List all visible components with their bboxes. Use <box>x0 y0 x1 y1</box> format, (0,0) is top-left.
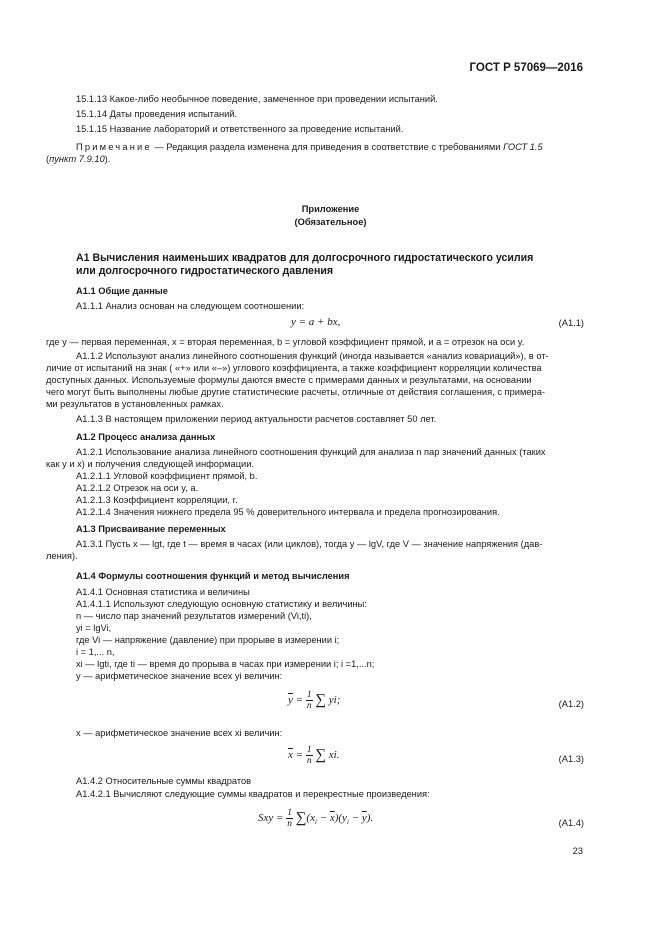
list-item: А1.2.1.3 Коэффициент корреляции, r. <box>76 495 238 505</box>
sum-symbol: ∑ <box>315 692 327 708</box>
sum-symbol: ∑ <box>295 810 307 826</box>
definition-line: yi = lgVi, <box>76 623 112 633</box>
definition-line: i = 1,... n, <box>76 647 115 657</box>
paragraph: А1.4.2.1 Вычисляют следующие суммы квадратов и перекрестные произведения: <box>76 789 430 799</box>
equation-number: (А1.3) <box>558 754 584 764</box>
paragraph: чего могут быть выполнены любые другие статистические расчеты, отличные от действия соглашения, с примера- <box>46 387 545 397</box>
equation-a1-4: Sxy = $\frac{1}{n}$ $\sum(x_i - \overline{x})(y_i - \overline{y})$. <box>258 808 374 829</box>
paragraph: где y — первая переменная, x = вторая переменная, b = угловой коэффициент прямой, и a = отрезок на оси y. <box>46 337 525 347</box>
fraction: $\frac{1}{n}$ <box>306 690 312 711</box>
section-a1-title-line2: или долгосрочного гидростатического давления <box>76 265 334 277</box>
paragraph: А1.4.1 Основная статистика и величины <box>76 587 250 597</box>
paragraph: А1.4.1.1 Используют следующую основную статистику и величины: <box>76 599 367 609</box>
equation-a1-3: $\overline{x}$ = $\frac{1}{n}$ ∑ xi. <box>288 745 340 766</box>
note-line1 <box>76 141 543 153</box>
note-label: Примечание <box>76 142 152 152</box>
paragraph: как y и x) и получения следующей информации. <box>46 459 254 469</box>
list-item: 15.1.13 Какое-либо необычное поведение, замеченное при проведении испытаний. <box>76 94 438 104</box>
list-item: А1.2.1.4 Значения нижнего предела 95 % доверительного интервала и предела прогнозирования. <box>76 507 500 517</box>
paragraph: А1.2.1 Использование анализа линейного соотношения функций для анализа n пар значений данных (таких <box>76 447 546 457</box>
list-item: А1.2.1.1 Угловой коэффициент прямой, b. <box>76 471 258 481</box>
paragraph: ления). <box>46 551 78 561</box>
paragraph: ми результатов в установленных рамках. <box>46 399 224 409</box>
section-a1-title-line1: А1 Вычисления наименьших квадратов для долгосрочного гидростатического усилия <box>76 252 534 264</box>
document-code: ГОСТ Р 57069—2016 <box>469 62 583 74</box>
note-text: Редакция раздела изменена для приведения в соответствие с требованиями <box>166 142 501 152</box>
paragraph: личие от испытаний на знак ( «+» или «–») углового коэффициента, а также коэффициент корреляции количества <box>46 363 542 373</box>
definition-line: где Vi — напряжение (давление) при прорыве в измерении i; <box>76 635 340 645</box>
note-line2: (пункт 7.9.10). <box>46 154 111 164</box>
page-number: 23 <box>572 846 583 856</box>
note-ref: ГОСТ 1.5 <box>503 142 543 152</box>
sum-symbol: ∑ <box>315 747 327 763</box>
definition-line: y — арифметическое значение всех yi величин: <box>76 671 283 681</box>
equation-number: (А1.1) <box>558 318 584 328</box>
definition-line: x — арифметическое значение всех xi величин: <box>76 728 283 738</box>
paragraph: А1.1.1 Анализ основан на следующем соотношении: <box>76 301 305 311</box>
list-item: А1.2.1.2 Отрезок на оси y, a. <box>76 483 199 493</box>
fraction: $\frac{1}{n}$ <box>287 808 292 829</box>
section-a1-2-title: А1.2 Процесс анализа данных <box>76 432 216 442</box>
note-dash: — <box>151 142 167 152</box>
section-a1-3-title: А1.3 Присваивание переменных <box>76 524 226 534</box>
paragraph: А1.3.1 Пусть x — lgt, где t — время в часах (или циклов), тогда y — lgV, где V — значение напряжения (дав- <box>76 539 543 549</box>
definition-line: xi — lgti, где ti — время до прорыва в часах при измерении i; i =1,...n; <box>76 659 375 669</box>
equation-a1-2: $\overline{y}$ = $\frac{1}{n}$ ∑ yi; <box>288 690 341 711</box>
note-ref2: пункт 7.9.10 <box>49 154 105 164</box>
paragraph: А1.4.2 Относительные суммы квадратов <box>76 776 252 786</box>
definition-line: n — число пар значений результатов измерений (Vi,ti), <box>76 611 312 621</box>
list-item: 15.1.14 Даты проведения испытаний. <box>76 109 238 119</box>
paragraph: доступных данных. Используемые формулы даются вместе с примерами данных и результатами, на основании <box>46 375 532 385</box>
section-a1-4-title: А1.4 Формулы соотношения функций и метод вычисления <box>76 571 350 581</box>
annex-status: (Обязательное) <box>294 217 367 227</box>
list-item: 15.1.15 Название лабораторий и ответственного за проведение испытаний. <box>76 124 404 134</box>
paragraph: А1.1.3 В настоящем приложении период актуальности расчетов составляет 50 лет. <box>76 414 437 424</box>
annex-title: Приложение <box>301 204 360 214</box>
section-a1-1-title: А1.1 Общие данные <box>76 286 168 296</box>
fraction: $\frac{1}{n}$ <box>306 745 312 766</box>
paragraph: А1.1.2 Используют анализ линейного соотношения функций (иногда называется «анализ ковариаций»), в от- <box>76 351 549 361</box>
equation-number: (А1.4) <box>558 818 584 828</box>
equation-number: (А1.2) <box>558 699 584 709</box>
equation-a1-1: y = a + bx, <box>291 316 341 328</box>
